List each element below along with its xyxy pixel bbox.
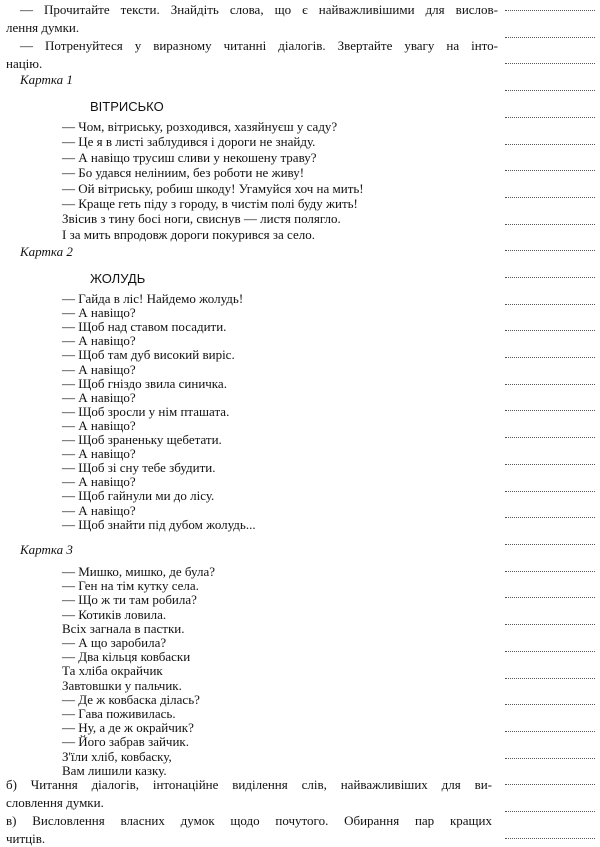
margin-rule xyxy=(505,758,595,759)
margin-rule xyxy=(505,624,595,625)
margin-rule xyxy=(505,304,595,305)
margin-rule xyxy=(505,224,595,225)
poem-line: Завтовшки у пальчик. xyxy=(62,677,182,693)
margin-rule xyxy=(505,277,595,278)
card-2-heading: Картка 2 xyxy=(20,244,73,259)
intro-line: націю. xyxy=(6,56,43,71)
poem-line: З'їли хліб, ковбаску, xyxy=(62,748,172,764)
poem-line: — Ой вітриську, робиш шкоду! Угамуйся хоч на мить! xyxy=(62,180,364,196)
poem-line: — Щоб над ставом посадити. xyxy=(62,319,227,335)
poem-line: — Гайда в ліс! Найдемо жолудь! xyxy=(62,291,244,306)
poem-line: — Щоб гайнули ми до лісу. xyxy=(62,488,215,504)
poem-line: — Мишко, мишко, де була? xyxy=(62,564,215,579)
poem-line: — Щоб гніздо звила синичка. xyxy=(62,375,227,391)
margin-rule xyxy=(505,37,595,38)
poem-line: — А навіщо? xyxy=(62,333,136,349)
poem-line: — Краще геть піду з городу, в чистім полі буду жить! xyxy=(62,196,358,211)
poem-line: — А навіщо? xyxy=(62,502,136,518)
poem-line: — Його забрав зайчик. xyxy=(62,734,189,750)
intro-line: лення думки. xyxy=(6,20,80,35)
margin-rule xyxy=(505,117,595,118)
footer-line: читців. xyxy=(6,831,46,846)
margin-rule xyxy=(505,437,595,438)
poem-line: — Це я в листі заблудився і дороги не знайду. xyxy=(62,134,316,150)
margin-rule xyxy=(505,10,595,11)
poem-line: — Щоб там дуб високий виріс. xyxy=(62,347,235,363)
intro-line: — Прочитайте тексти. Знайдіть слова, що є найважливішими для вислов- xyxy=(20,2,498,17)
margin-rule xyxy=(505,144,595,145)
poem-line: — Щоб знайти під дубом жолудь... xyxy=(62,516,256,532)
notes-margin xyxy=(505,0,600,843)
card-3-heading: Картка 3 xyxy=(20,542,73,557)
margin-rule xyxy=(505,811,595,812)
poem-line: — Щоб зраненьку щебетати. xyxy=(62,432,222,447)
margin-rule xyxy=(505,63,595,64)
poem-line: Всіх загнала в пастки. xyxy=(62,620,185,636)
poem-line: — А навіщо? xyxy=(62,446,136,462)
poem-line: — Що ж ти там робила? xyxy=(62,592,197,608)
poem-line: Та хліба окрайчик xyxy=(62,663,163,679)
poem-line: — А навіщо трусиш сливи у некошену траву? xyxy=(62,149,317,165)
poem-line: — Чом, вітриську, розходився, хазяйнуєш у саду? xyxy=(62,119,338,134)
poem-line: — А навіщо? xyxy=(62,389,136,405)
card-1-title: ВІТРИСЬКО xyxy=(90,99,164,114)
poem-line: Вам лишили казку. xyxy=(62,762,167,778)
poem-line: — Котиків ловила. xyxy=(62,606,167,622)
poem-line: — Щоб зі сну тебе збудити. xyxy=(62,460,216,476)
card-2-title: ЖОЛУДЬ xyxy=(90,271,146,286)
margin-rule xyxy=(505,704,595,705)
margin-rule xyxy=(505,170,595,171)
poem-line: — А навіщо? xyxy=(62,474,136,490)
poem-line: — Гава поживилась. xyxy=(62,706,176,721)
margin-rule xyxy=(505,491,595,492)
poem-line: — Ну, а де ж окрайчик? xyxy=(62,720,194,736)
footer-line: в) Висловлення власних думок щодо почутого. Обирання пар кращих xyxy=(6,813,492,828)
margin-rule xyxy=(505,357,595,358)
margin-rule xyxy=(505,250,595,251)
margin-rule xyxy=(505,517,595,518)
margin-rule xyxy=(505,410,595,411)
poem-line: І за мить впродовж дороги покурився за село. xyxy=(62,226,315,242)
poem-line: — Де ж ковбаска ділась? xyxy=(62,691,200,707)
poem-line: — А що заробила? xyxy=(62,635,167,650)
poem-line: — Два кільця ковбаски xyxy=(62,649,191,665)
margin-rule xyxy=(505,784,595,785)
margin-rule xyxy=(505,651,595,652)
margin-rule xyxy=(505,838,595,839)
margin-rule xyxy=(505,330,595,331)
margin-rule xyxy=(505,464,595,465)
margin-rule xyxy=(505,597,595,598)
poem-line: Звісив з тину босі ноги, свиснув — листя полягло. xyxy=(62,211,341,227)
margin-rule xyxy=(505,544,595,545)
card-1-heading: Картка 1 xyxy=(20,72,73,87)
margin-rule xyxy=(505,678,595,679)
margin-rule xyxy=(505,197,595,198)
poem-line: — А навіщо? xyxy=(62,417,136,433)
intro-line: — Потренуйтеся у виразному читанні діалогів. Звертайте увагу на інто- xyxy=(20,38,498,53)
margin-rule xyxy=(505,731,595,732)
margin-rule xyxy=(505,571,595,572)
margin-rule xyxy=(505,384,595,385)
poem-line: — Щоб зросли у нім пташата. xyxy=(62,403,230,419)
poem-line: — Ген на тім кутку села. xyxy=(62,578,199,594)
poem-line: — А навіщо? xyxy=(62,305,136,321)
poem-line: — А навіщо? xyxy=(62,361,136,377)
footer-line: словлення думки. xyxy=(6,795,104,810)
margin-rule xyxy=(505,90,595,91)
poem-line: — Бо удався неліниим, без роботи не живу! xyxy=(62,165,305,181)
footer-line: б) Читання діалогів, інтонаційне виділення слів, найважливіших для ви- xyxy=(6,777,492,792)
